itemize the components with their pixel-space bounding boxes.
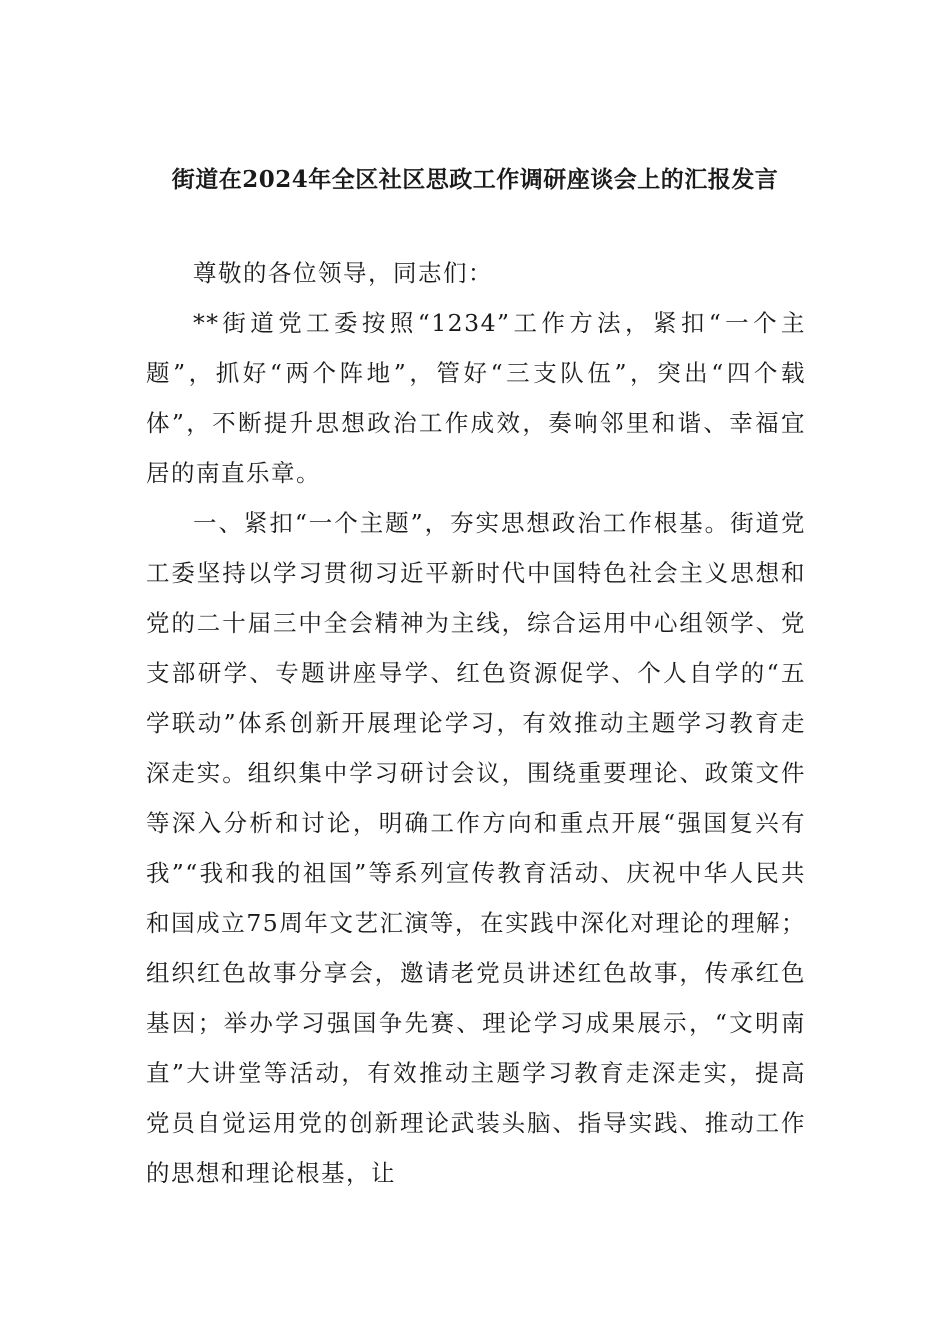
section-one-paragraph: 一、紧扣“一个主题”，夯实思想政治工作根基。街道党工委坚持以学习贯彻习近平新时代中国特色社会主义思想和党的二十届三中全会精神为主线，综合运用中心组领学、党支部研学、专题讲座导学、红色资源促学、个人自学的“五学联动”体系创新开展理论学习，有效推动主题学习教育走深走实。组织集中学习研讨会议，围绕重要理论、政策文件等深入分析和讨论，明确工作方向和重点开展“强国复兴有我”“我和我的祖国”等系列宣传教育活动、庆祝中华人民共和国成立75周年文艺汇演等，在实践中深化对理论的理解；组织红色故事分享会，邀请老党员讲述红色故事，传承红色基因；举办学习强国争先赛、理论学习成果展示，“文明南直”大讲堂等活动，有效推动主题学习教育走深走实，提高党员自觉运用党的创新理论武装头脑、指导实践、推动工作的思想和理论根基，让 [146, 509, 806, 1187]
intro-paragraph: **街道党工委按照“1234”工作方法，紧扣“一个主题”，抓好“两个阵地”，管好“三支队伍”，突出“四个载体”，不断提升思想政治工作成效，奏响邻里和谐、幸福宜居的南直乐章。 [146, 309, 806, 487]
document-title: 街道在2024年全区社区思政工作调研座谈会上的汇报发言 [171, 166, 779, 193]
document-body [146, 248, 806, 1198]
salutation-paragraph: 尊敬的各位领导，同志们： [193, 259, 493, 287]
